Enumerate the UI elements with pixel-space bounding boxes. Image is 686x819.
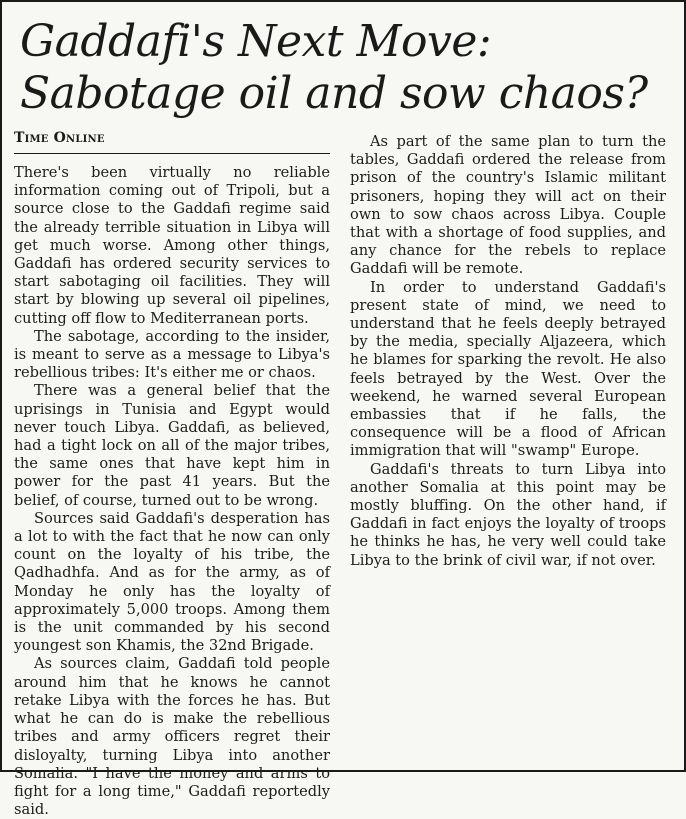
headline: [20, 16, 680, 120]
paragraph: Gaddafi's threats to turn Libya into another Somalia at this point may be mostly bluffing. On the other hand, if Gaddafi in fact enjoys the loyalty of troops he thinks he has, he very well could take Libya to the brink of civil war, if not over.: [350, 460, 666, 569]
column-right: [350, 133, 666, 570]
paragraph: There's been virtually no reliable information coming out of Tripoli, but a source close to the Gaddafi regime said the already terrible situation in Libya will get much worse. Among other things, Gaddafi has ordered security services to start sabotaging oil facilities. They will start by blowing up several oil pipelines, cutting off flow to Mediterranean ports.: [14, 164, 330, 327]
paragraph: The sabotage, according to the insider, is meant to serve as a message to Libya's rebellious tribes: It's either me or chaos.: [14, 327, 330, 382]
headline-line-2: Sabotage oil and sow chaos?: [20, 68, 648, 119]
column-left: [14, 128, 330, 819]
paragraph: As sources claim, Gaddafi told people around him that he knows he cannot retake Libya with the forces he has. But what he can do is make the rebellious tribes and army officers regret their disloyalty, turning Libya into another Somalia. "I have the money and arms to fight for a long time," Gaddafi reportedly said.: [14, 655, 330, 819]
paragraph: There was a general belief that the uprisings in Tunisia and Egypt would never touch Libya. Gaddafi, as believed, had a tight lock on all of the major tribes, the same ones that have kept him in power for the past 41 years. But the belief, of course, turned out to be wrong.: [14, 382, 330, 509]
paragraph: Sources said Gaddafi's desperation has a lot to with the fact that he now can only count on the loyalty of his tribe, the Qadhadhfa. And as for the army, as of Monday he only has the loyalty of approximately 5,000 troops. Among them is the unit commanded by his second youngest son Khamis, the 32nd Brigade.: [14, 509, 330, 655]
paragraph: As part of the same plan to turn the tables, Gaddafi ordered the release from prison of the country's Islamic militant prisoners, hoping they will act on their own to sow chaos across Libya. Couple that with a shortage of food supplies, and any chance for the rebels to replace Gaddafi will be remote.: [350, 133, 666, 278]
source-label: Time Online: [14, 130, 105, 146]
source-block: [14, 128, 330, 154]
headline-line-1: Gaddafi's Next Move:: [20, 16, 492, 67]
paragraph: In order to understand Gaddafi's present state of mind, we need to understand that he feels deeply betrayed by the media, specially Aljazeera, which he blames for sparking the revolt. He also feels betrayed by the West. Over the weekend, he warned several European embassies that if he falls, the consequence will be a flood of African immigration that will "swamp" Europe.: [350, 278, 666, 460]
